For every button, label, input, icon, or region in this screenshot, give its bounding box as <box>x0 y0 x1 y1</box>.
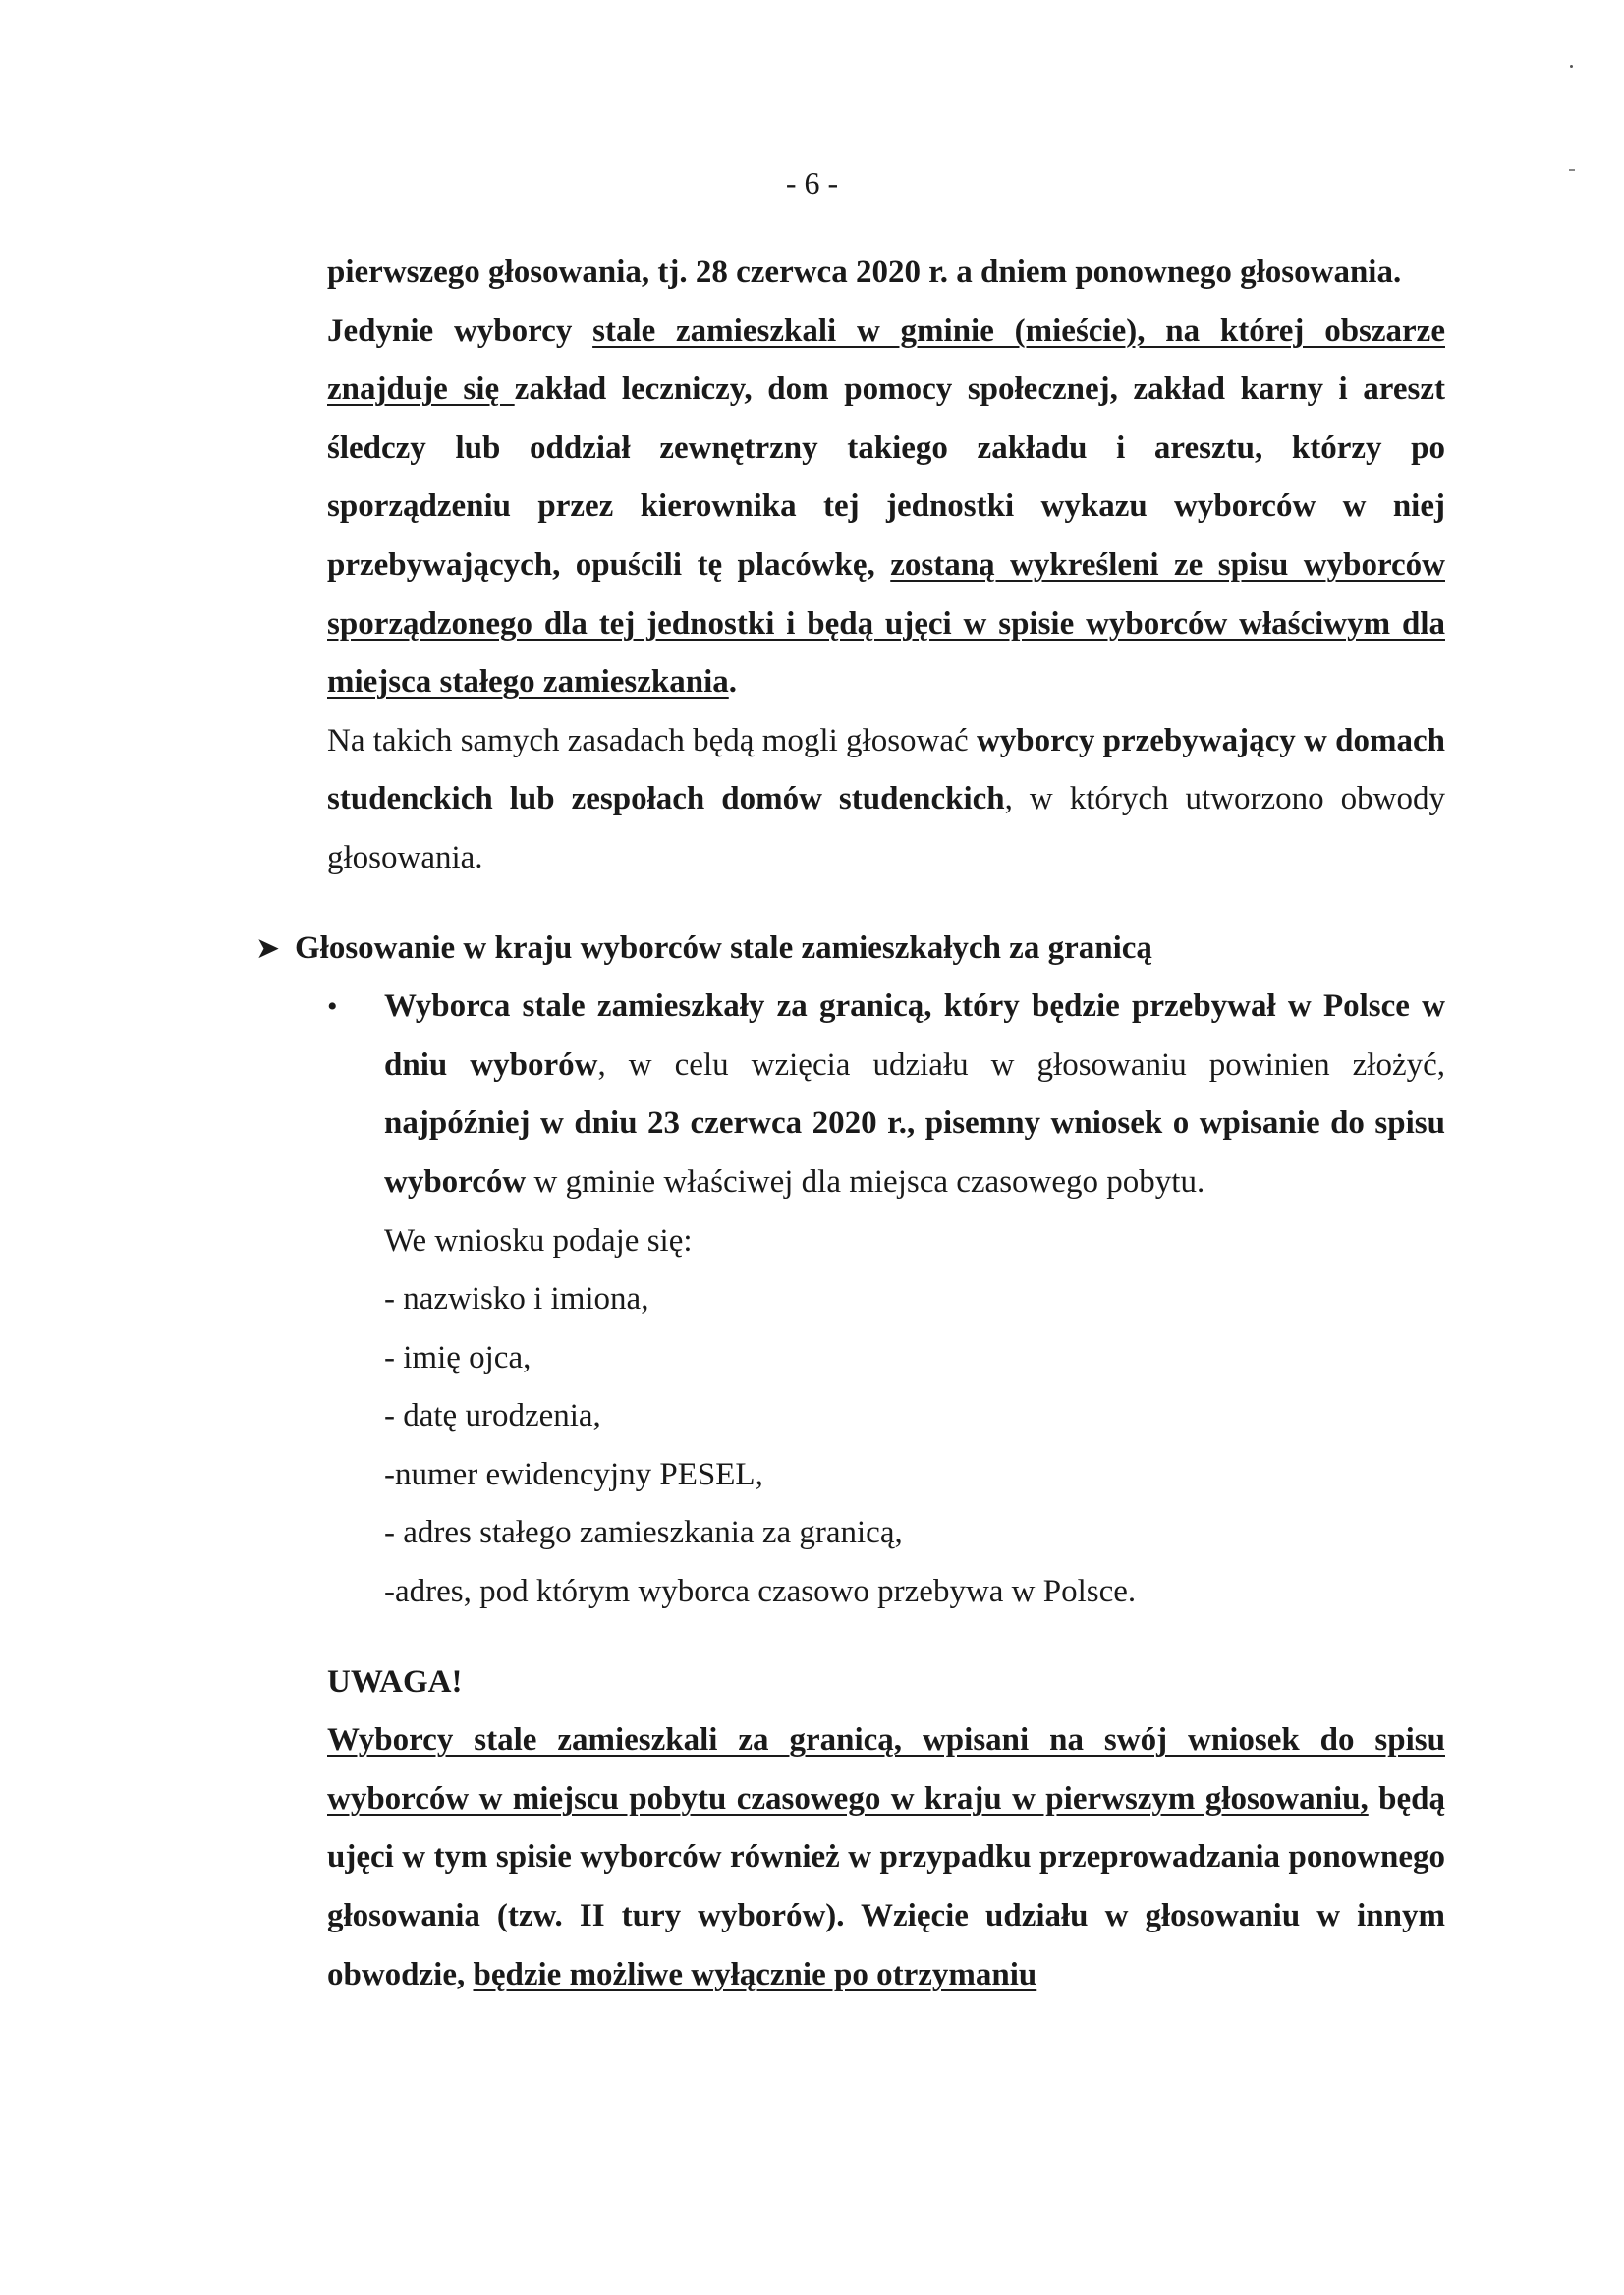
paragraph-3: Na takich samych zasadach będą mogli głosować wyborcy przebywający w domach studenckich lub zespołach domów studenckich, w których utworzono obwody głosowania. <box>327 722 1446 875</box>
list-item <box>327 978 1445 1622</box>
underlined-phrase: będzie możliwe wyłącznie po otrzymaniu <box>473 1956 1037 1992</box>
underlined-phrase: stale zamieszkali w gminie (mieście), na której obszarze znajduje się <box>327 312 1445 408</box>
paragraph-2: Jedynie wyborcy stale zamieszkali w gminie (mieście), na której obszarze znajduje się zakład leczniczy, dom pomocy społecznej, zakład karny i areszt śledczy lub oddział zewnętrzny takiego zakładu i aresztu, którzy po sporządzeniu przez kierownika tej jednostki wykazu wyborców w niej przebywających, opuścili tę placówkę, zostaną wykreśleni ze spisu wyborców sporządzonego dla tej jednostki i będą ujęci w spisie wyborców właściwym dla miejsca stałego zamieszkania. <box>327 312 1445 700</box>
list-intro: We wniosku podaje się: <box>384 1222 693 1259</box>
scan-dot <box>1570 65 1573 68</box>
list-item: - nazwisko i imiona, <box>384 1281 649 1317</box>
underlined-phrase: zostaną wykreśleni ze spisu wyborców sporządzonego dla tej jednostki i będą ujęci w spisie wyborców właściwym dla miejsca stałego zamieszkania <box>327 546 1445 700</box>
list-item: -adres, pod którym wyborca czasowo przebywa w Polsce. <box>384 1574 1137 1610</box>
page-number: - 6 - <box>785 165 839 200</box>
warning-title: UWAGA! <box>327 1663 463 1700</box>
list-item: -numer ewidencyjny PESEL, <box>384 1456 763 1492</box>
list-item: - adres stałego zamieszkania za granicą, <box>384 1515 903 1551</box>
underlined-phrase: Wyborcy stale zamieszkali za granicą, wpisani na swój wniosek do spisu wyborców w miejscu pobytu czasowego w kraju w pierwszym głosowaniu, <box>327 1722 1445 1817</box>
arrowhead-icon: ➤ <box>255 931 281 965</box>
list-item: - datę urodzenia, <box>384 1398 601 1434</box>
bullet-paragraph: Wyborca stale zamieszkały za granicą, który będzie przebywał w Polsce w dniu wyborów, w celu wzięcia udziału w głosowaniu powinien złożyć, najpóźniej w dniu 23 czerwca 2020 r., pisemny wniosek o wpisanie do spisu wyborców w gminie właściwej dla miejsca czasowego pobytu. <box>384 988 1445 1200</box>
bullet-icon: • <box>327 990 338 1024</box>
document-body <box>255 244 1446 2004</box>
warning-paragraph: Wyborcy stale zamieszkali za granicą, wpisani na swój wniosek do spisu wyborców w miejscu pobytu czasowego w kraju w pierwszym głosowaniu, będą ujęci w tym spisie wyborców również w przypadku przeprowadzania ponownego głosowania (tzw. II tury wyborów). Wzięcie udziału w głosowaniu w innym obwodzie, będzie możliwe wyłącznie po otrzymaniu <box>327 1722 1445 1992</box>
list-item: - imię ojca, <box>384 1339 532 1375</box>
section-heading: ➤ Głosowanie w kraju wyborców stale zamieszkałych za granicą <box>255 920 1445 979</box>
paragraph-1: pierwszego głosowania, tj. 28 czerwca 2020 r. a dniem ponownego głosowania. <box>327 254 1402 290</box>
request-fields-list <box>384 1270 1445 1622</box>
